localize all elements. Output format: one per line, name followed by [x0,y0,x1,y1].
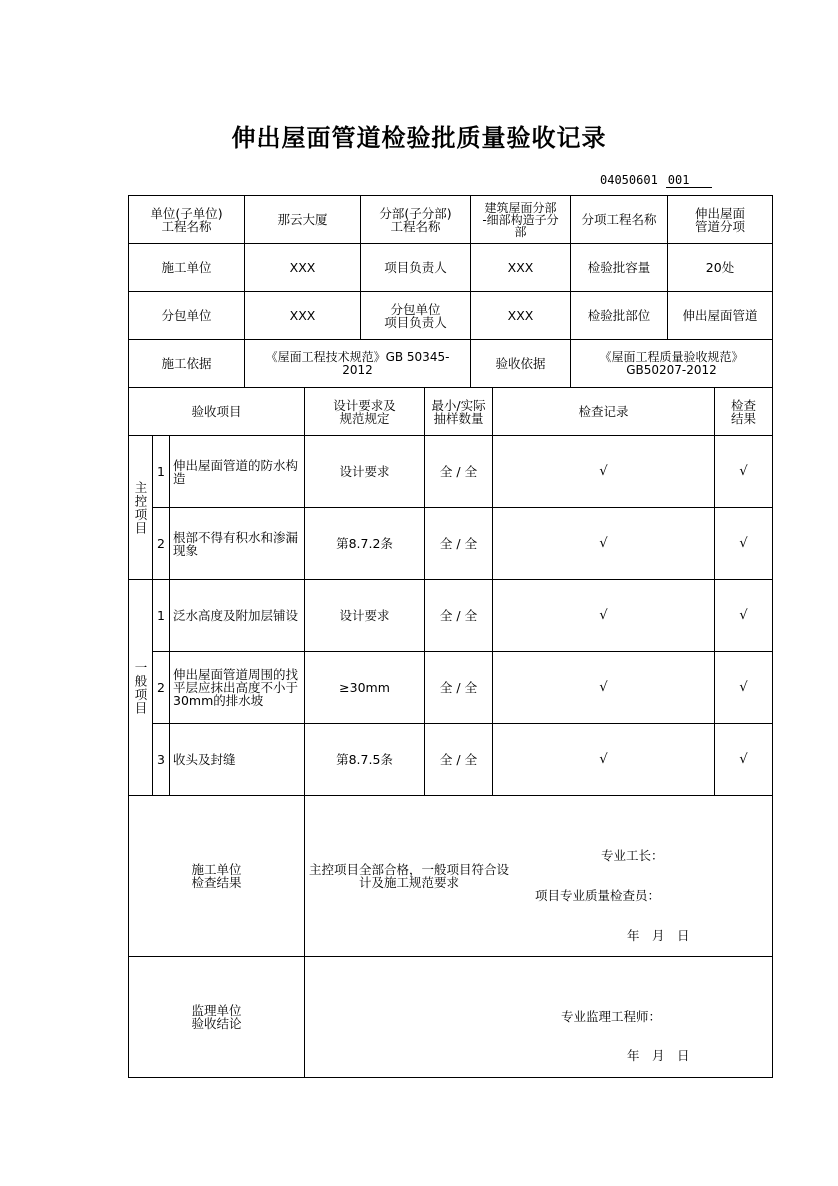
item-design: 第8.7.2条 [305,508,425,580]
item-result: √ [715,652,773,724]
col-record: 检查记录 [493,388,715,436]
main-group-label: 主控项目 [133,480,148,535]
item-no: 2 [153,652,170,724]
subitem-label: 分项工程名称 [571,196,668,244]
part-label: 检验批部位 [571,292,668,340]
item-result: √ [715,580,773,652]
table-row [129,652,773,724]
part-value: 伸出屋面管道 [668,292,773,340]
item-result: √ [715,724,773,796]
item-record: √ [493,724,715,796]
item-sample: 全 / 全 [425,436,493,508]
supervisor-date: 年 月 日 [627,1048,690,1063]
item-sample: 全 / 全 [425,580,493,652]
contractor-label: 施工单位 [129,244,245,292]
sub-pm-label: 分包单位 项目负责人 [361,292,471,340]
inspector-label: 项目专业质量检查员： [535,888,661,903]
division-label: 分部(子分部) 工程名称 [361,196,471,244]
col-sample: 最小/实际 抽样数量 [425,388,493,436]
capacity-label: 检验批容量 [571,244,668,292]
pm-value: XXX [471,244,571,292]
item-name: 伸出屋面管道周围的找平层应抹出高度不小于30mm的排水坡 [170,652,305,724]
item-sample: 全 / 全 [425,724,493,796]
header-table [128,195,773,388]
item-sample: 全 / 全 [425,652,493,724]
col-design: 设计要求及 规范规定 [305,388,425,436]
item-no: 2 [153,508,170,580]
sub-value: XXX [245,292,361,340]
signature-table [128,795,773,1078]
col-item: 验收项目 [129,388,305,436]
item-no: 1 [153,580,170,652]
division-value: 建筑屋面分部 -细部构造子分 部 [471,196,571,244]
item-sample: 全 / 全 [425,508,493,580]
item-record: √ [493,652,715,724]
general-group-label: 一般项目 [133,660,148,715]
item-name: 伸出屋面管道的防水构造 [170,436,305,508]
item-record: √ [493,580,715,652]
sub-pm-value: XXX [471,292,571,340]
item-no: 1 [153,436,170,508]
col-result: 检查 结果 [715,388,773,436]
table-row [129,508,773,580]
unit-label: 单位(子单位) 工程名称 [129,196,245,244]
basis-label: 施工依据 [129,340,245,388]
table-row [129,580,773,652]
item-design: 设计要求 [305,436,425,508]
sub-label: 分包单位 [129,292,245,340]
table-row [129,436,773,508]
item-record: √ [493,436,715,508]
contractor-value: XXX [245,244,361,292]
item-design: 第8.7.5条 [305,724,425,796]
supervisor-check-label: 监理单位 验收结论 [129,957,305,1078]
item-result: √ [715,436,773,508]
item-name: 收头及封缝 [170,724,305,796]
contractor-check-label: 施工单位 检查结果 [129,796,305,957]
item-no: 3 [153,724,170,796]
item-name: 根部不得有积水和渗漏现象 [170,508,305,580]
code-prefix: 04050601 [600,173,658,187]
subitem-value: 伸出屋面 管道分项 [668,196,773,244]
contractor-date: 年 月 日 [627,928,690,943]
code-number: 001 [666,173,712,188]
item-design: ≥30mm [305,652,425,724]
basis-value: 《屋面工程技术规范》GB 50345- 2012 [245,340,471,388]
item-design: 设计要求 [305,580,425,652]
foreman-label: 专业工长： [601,848,664,863]
item-result: √ [715,508,773,580]
table-row [129,724,773,796]
pm-label: 项目负责人 [361,244,471,292]
page-title: 伸出屋面管道检验批质量验收记录 [231,124,607,152]
item-name: 泛水高度及附加层铺设 [170,580,305,652]
capacity-value: 20处 [668,244,773,292]
record-code [600,173,712,188]
contractor-conclusion: 主控项目全部合格，一般项目符合设 计及施工规范要求 [309,862,510,890]
acceptance-label: 验收依据 [471,340,571,388]
engineer-label: 专业监理工程师： [561,1009,662,1024]
items-table [128,387,773,796]
unit-value: 那云大厦 [245,196,361,244]
acceptance-value: 《屋面工程质量验收规范》 GB50207-2012 [571,340,773,388]
item-record: √ [493,508,715,580]
